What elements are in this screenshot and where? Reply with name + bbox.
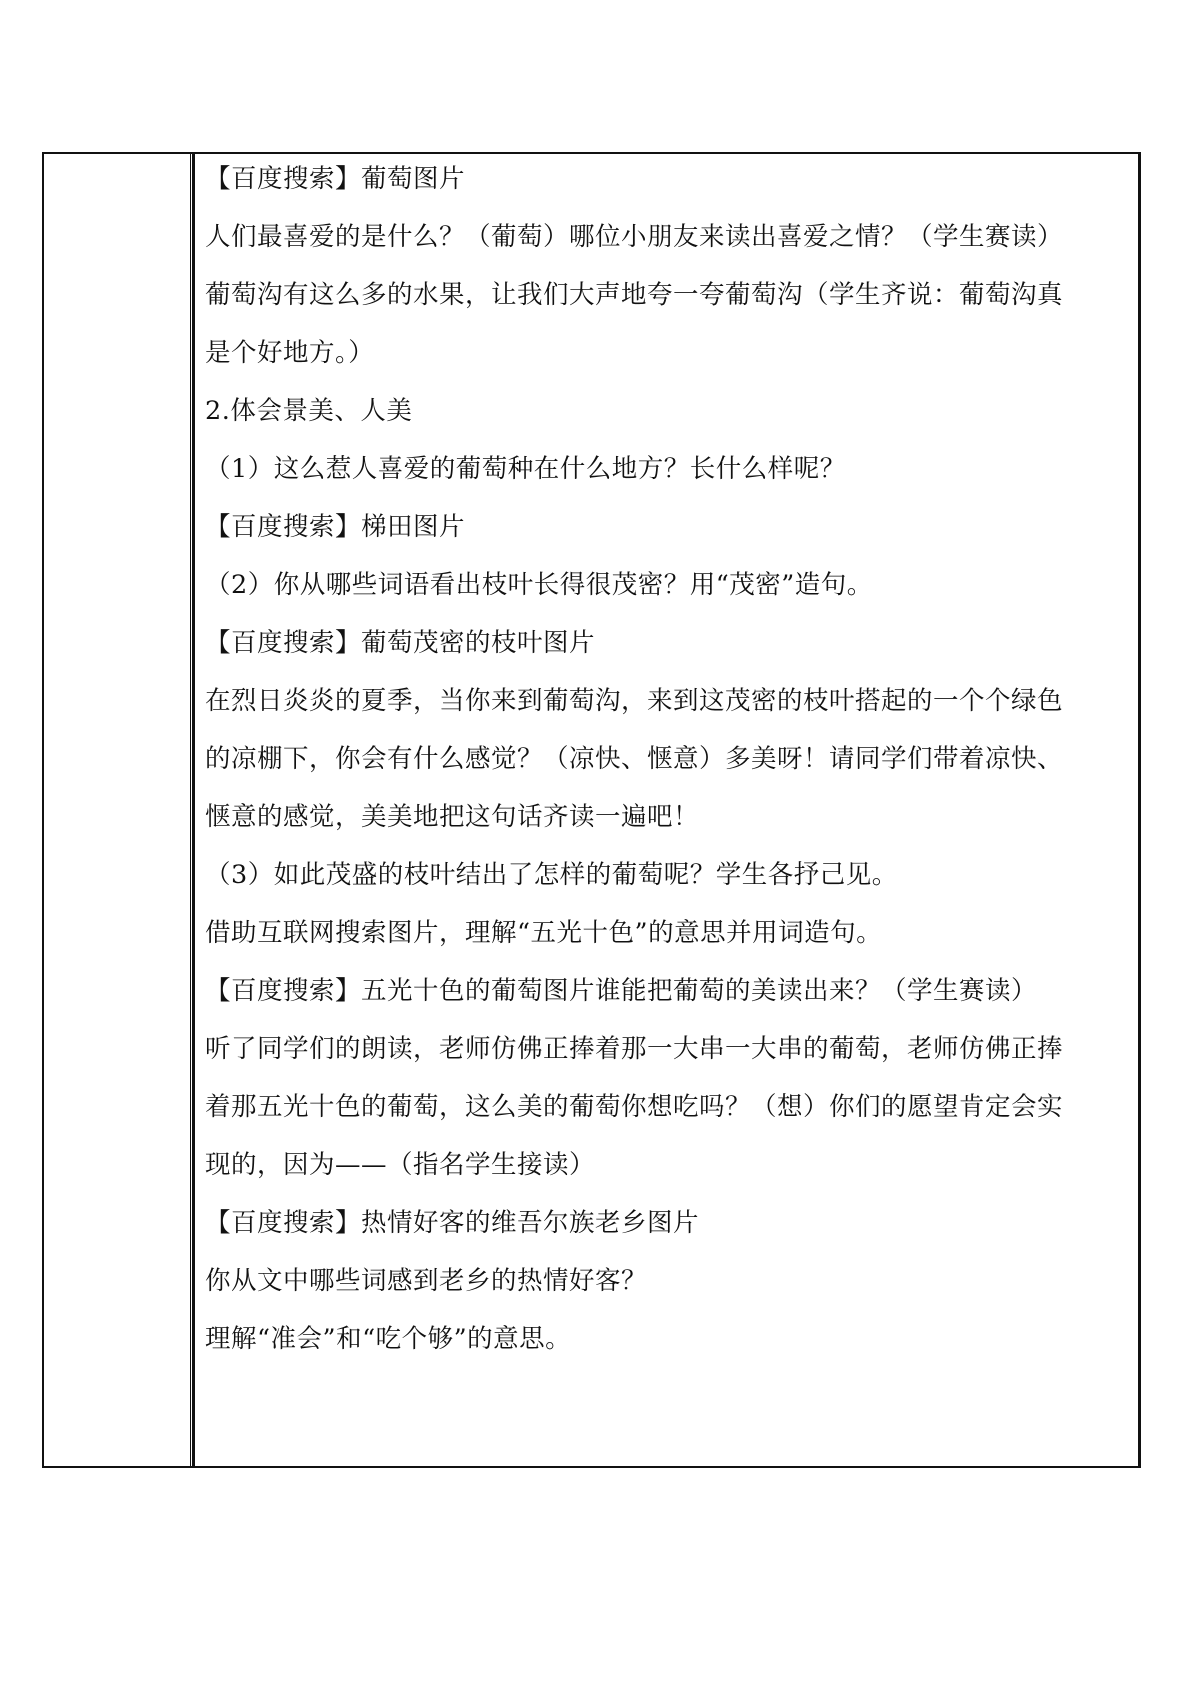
text-line: 是个好地方。） <box>205 338 375 368</box>
text-line: （2）你从哪些词语看出枝叶长得很茂密？用“茂密”造句。 <box>205 570 873 600</box>
table-left-cell <box>44 154 191 1466</box>
text-line: 借助互联网搜索图片，理解“五光十色”的意思并用词造句。 <box>205 918 883 948</box>
text-line: 【百度搜索】五光十色的葡萄图片谁能把葡萄的美读出来？（学生赛读） <box>205 976 1038 1006</box>
text-line: 现的，因为——（指名学生接读） <box>205 1150 596 1180</box>
text-line: 人们最喜爱的是什么？（葡萄）哪位小朋友来读出喜爱之情？（学生赛读） <box>205 222 1064 252</box>
text-line: 你从文中哪些词感到老乡的热情好客？ <box>205 1266 648 1296</box>
table-content-cell <box>195 154 1138 1466</box>
text-line: 葡萄沟有这么多的水果，让我们大声地夸一夸葡萄沟（学生齐说：葡萄沟真 <box>205 280 1064 310</box>
text-line: 【百度搜索】梯田图片 <box>205 512 466 542</box>
text-line: 【百度搜索】葡萄茂密的枝叶图片 <box>205 628 596 658</box>
text-line: 的凉棚下，你会有什么感觉？（凉快、惬意）多美呀！请同学们带着凉快、 <box>205 744 1064 774</box>
text-line: 惬意的感觉，美美地把这句话齐读一遍吧！ <box>205 802 700 832</box>
text-line: 2.体会景美、人美 <box>205 396 413 426</box>
text-line: 听了同学们的朗读，老师仿佛正捧着那一大串一大串的葡萄，老师仿佛正捧 <box>205 1034 1064 1064</box>
text-line: 【百度搜索】葡萄图片 <box>205 164 466 194</box>
text-line: （1）这么惹人喜爱的葡萄种在什么地方？长什么样呢？ <box>205 454 846 484</box>
text-line: 理解“准会”和“吃个够”的意思。 <box>205 1324 572 1354</box>
text-line: 着那五光十色的葡萄，这么美的葡萄你想吃吗？（想）你们的愿望肯定会实 <box>205 1092 1064 1122</box>
text-line: 【百度搜索】热情好客的维吾尔族老乡图片 <box>205 1208 700 1238</box>
lesson-table <box>42 152 1141 1468</box>
text-line: 在烈日炎炎的夏季，当你来到葡萄沟，来到这茂密的枝叶搭起的一个个绿色 <box>205 686 1064 716</box>
text-line: （3）如此茂盛的枝叶结出了怎样的葡萄呢？学生各抒己见。 <box>205 860 898 890</box>
